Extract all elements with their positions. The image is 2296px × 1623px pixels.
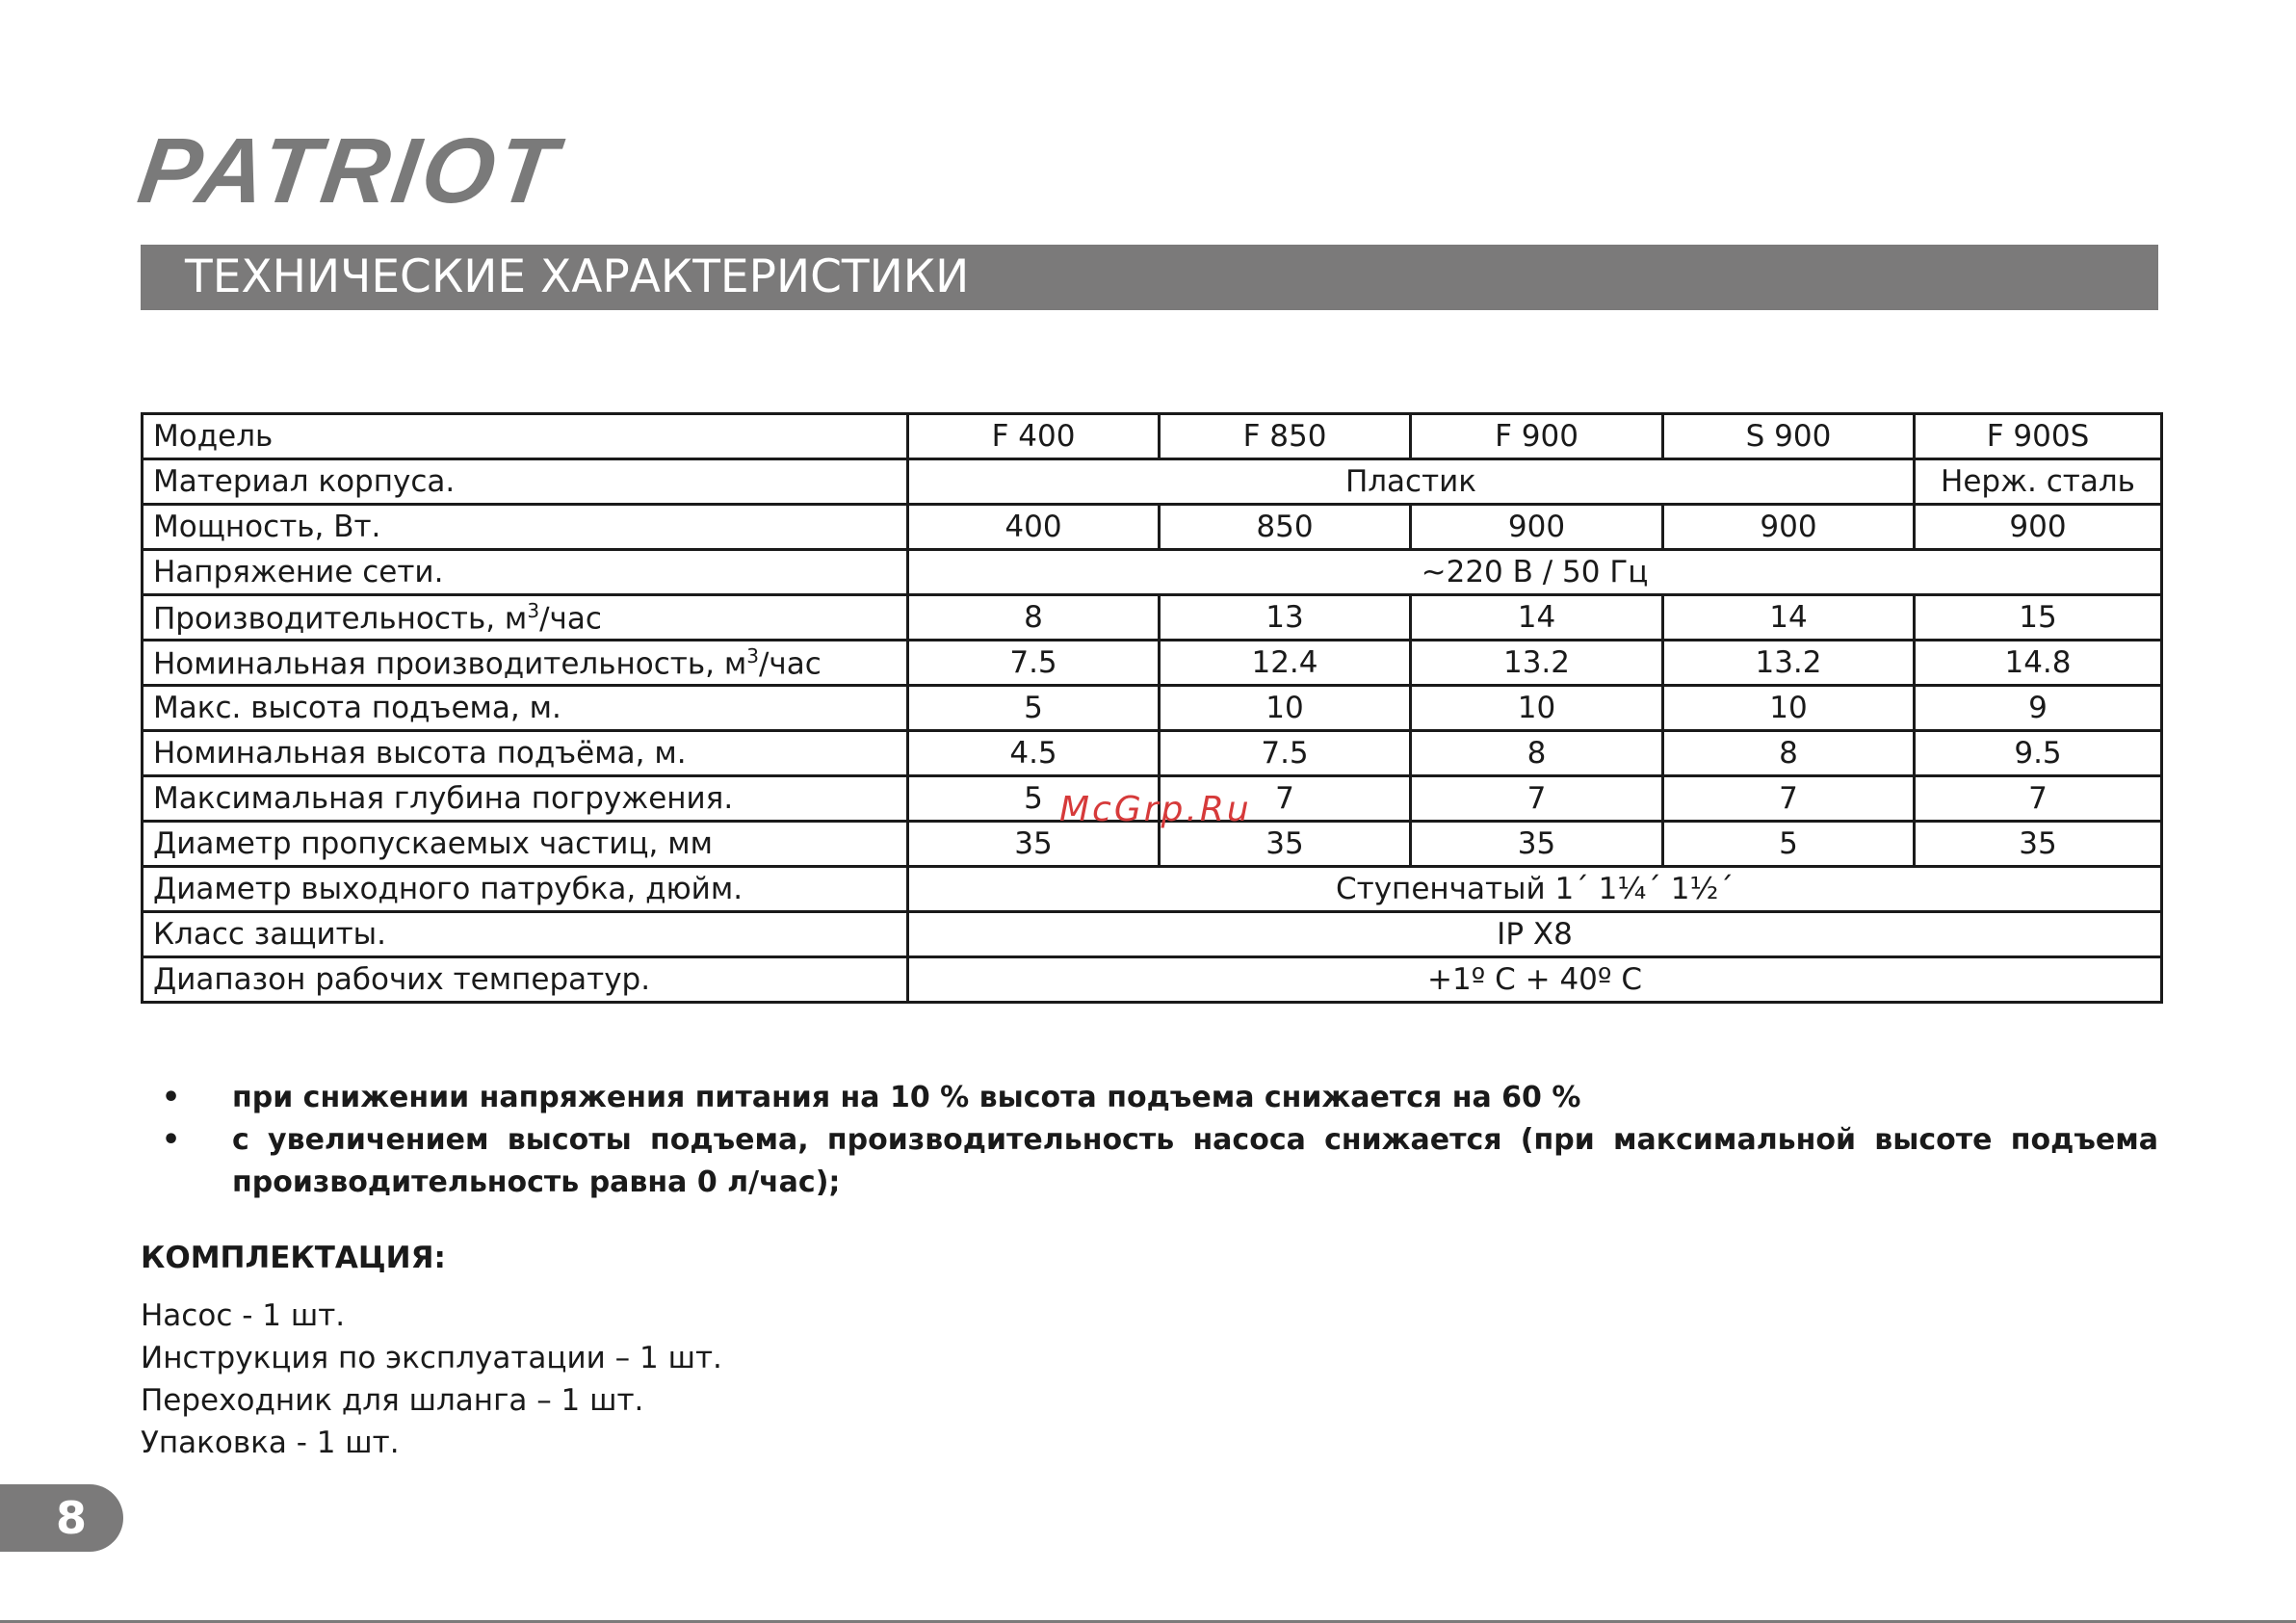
table-header-model: F 900 bbox=[1411, 414, 1663, 459]
table-cell: 5 bbox=[908, 776, 1160, 822]
table-cell: 900 bbox=[1411, 505, 1663, 550]
row-label: Макс. высота подъема, м. bbox=[143, 686, 908, 731]
table-row bbox=[143, 641, 2162, 686]
table-row bbox=[143, 867, 2162, 912]
row-label: Диаметр пропускаемых частиц, мм bbox=[143, 822, 908, 867]
notes-list bbox=[141, 1077, 2158, 1204]
note-item: • при снижении напряжения питания на 10 % высота подъема снижается на 60 % bbox=[141, 1077, 2158, 1119]
section-title-bar bbox=[141, 245, 2158, 310]
row-label: Номинальная высота подъёма, м. bbox=[143, 731, 908, 776]
table-cell: ~220 В / 50 Гц bbox=[908, 550, 2162, 595]
table-cell: 13.2 bbox=[1663, 641, 1915, 686]
table-header-model: F 900S bbox=[1915, 414, 2162, 459]
table-cell: 35 bbox=[1160, 822, 1411, 867]
table-cell: 14 bbox=[1411, 595, 1663, 641]
table-cell: 900 bbox=[1663, 505, 1915, 550]
table-cell: 8 bbox=[1411, 731, 1663, 776]
section-title: ТЕХНИЧЕСКИЕ ХАРАКТЕРИСТИКИ bbox=[185, 250, 970, 303]
kit-title: КОМПЛЕКТАЦИЯ: bbox=[141, 1241, 446, 1275]
note-item: • с увеличением высоты подъема, производительность насоса снижается (при максимальной высоте подъема производительность равна 0 л/час); bbox=[141, 1119, 2158, 1204]
table-row bbox=[143, 686, 2162, 731]
kit-list bbox=[141, 1295, 722, 1464]
table-cell: 35 bbox=[908, 822, 1160, 867]
table-row bbox=[143, 459, 2162, 505]
table-cell: 9.5 bbox=[1915, 731, 2162, 776]
table-cell: 15 bbox=[1915, 595, 2162, 641]
table-cell: 8 bbox=[908, 595, 1160, 641]
table-cell: 900 bbox=[1915, 505, 2162, 550]
specs-table bbox=[141, 412, 2163, 1004]
table-cell: 35 bbox=[1915, 822, 2162, 867]
table-cell: 9 bbox=[1915, 686, 2162, 731]
patriot-logo: PATRIOT bbox=[132, 119, 566, 223]
table-header-model-label: Модель bbox=[143, 414, 908, 459]
table-cell: 10 bbox=[1160, 686, 1411, 731]
row-label: Диапазон рабочих температур. bbox=[143, 957, 908, 1003]
watermark: McGrp.Ru bbox=[1059, 790, 1252, 829]
table-cell: 5 bbox=[1663, 822, 1915, 867]
row-label: Напряжение сети. bbox=[143, 550, 908, 595]
table-cell: 14 bbox=[1663, 595, 1915, 641]
table-cell: 14.8 bbox=[1915, 641, 2162, 686]
table-header-model: S 900 bbox=[1663, 414, 1915, 459]
page-number: 8 bbox=[55, 1492, 87, 1544]
table-cell: 7.5 bbox=[908, 641, 1160, 686]
row-label: Мощность, Вт. bbox=[143, 505, 908, 550]
table-cell: 12.4 bbox=[1160, 641, 1411, 686]
table-cell: +1º С + 40º С bbox=[908, 957, 2162, 1003]
table-cell: 4.5 bbox=[908, 731, 1160, 776]
table-header-model: F 850 bbox=[1160, 414, 1411, 459]
table-cell: Нерж. сталь bbox=[1915, 459, 2162, 505]
table-row bbox=[143, 550, 2162, 595]
page-number-badge bbox=[0, 1484, 123, 1552]
table-row bbox=[143, 505, 2162, 550]
table-cell: 7 bbox=[1663, 776, 1915, 822]
kit-item: Насос - 1 шт. bbox=[141, 1298, 346, 1333]
row-label: Номинальная производительность, $м^3$/час bbox=[143, 641, 908, 686]
table-header-row bbox=[143, 414, 2162, 459]
table-cell: 13.2 bbox=[1411, 641, 1663, 686]
table-cell: Ступенчатый 1´ 1¼´ 1½´ bbox=[908, 867, 2162, 912]
bullet-icon: • bbox=[162, 1123, 181, 1157]
row-label: Материал корпуса. bbox=[143, 459, 908, 505]
kit-item: Переходник для шланга – 1 шт. bbox=[141, 1383, 644, 1418]
table-cell: 13 bbox=[1160, 595, 1411, 641]
kit-item: Упаковка - 1 шт. bbox=[141, 1426, 400, 1460]
table-cell: 7 bbox=[1915, 776, 2162, 822]
table-row bbox=[143, 731, 2162, 776]
table-cell: 7 bbox=[1411, 776, 1663, 822]
row-label: Диаметр выходного патрубка, дюйм. bbox=[143, 867, 908, 912]
table-header-model: F 400 bbox=[908, 414, 1160, 459]
table-cell: 400 bbox=[908, 505, 1160, 550]
table-cell: 7.5 bbox=[1160, 731, 1411, 776]
table-row bbox=[143, 957, 2162, 1003]
table-cell: 35 bbox=[1411, 822, 1663, 867]
table-cell: 850 bbox=[1160, 505, 1411, 550]
table-row bbox=[143, 595, 2162, 641]
table-cell: Пластик bbox=[908, 459, 1915, 505]
row-label: Производительность, $м^3$/час bbox=[143, 595, 908, 641]
row-label: Максимальная глубина погружения. bbox=[143, 776, 908, 822]
table-cell: IP X8 bbox=[908, 912, 2162, 957]
table-cell: 10 bbox=[1411, 686, 1663, 731]
row-label: Класс защиты. bbox=[143, 912, 908, 957]
table-cell: 10 bbox=[1663, 686, 1915, 731]
table-cell: 8 bbox=[1663, 731, 1915, 776]
table-row bbox=[143, 912, 2162, 957]
kit-item: Инструкция по эксплуатации – 1 шт. bbox=[141, 1341, 722, 1375]
bullet-icon: • bbox=[162, 1081, 181, 1114]
table-cell: 5 bbox=[908, 686, 1160, 731]
table-cell: 7 bbox=[1160, 776, 1411, 822]
